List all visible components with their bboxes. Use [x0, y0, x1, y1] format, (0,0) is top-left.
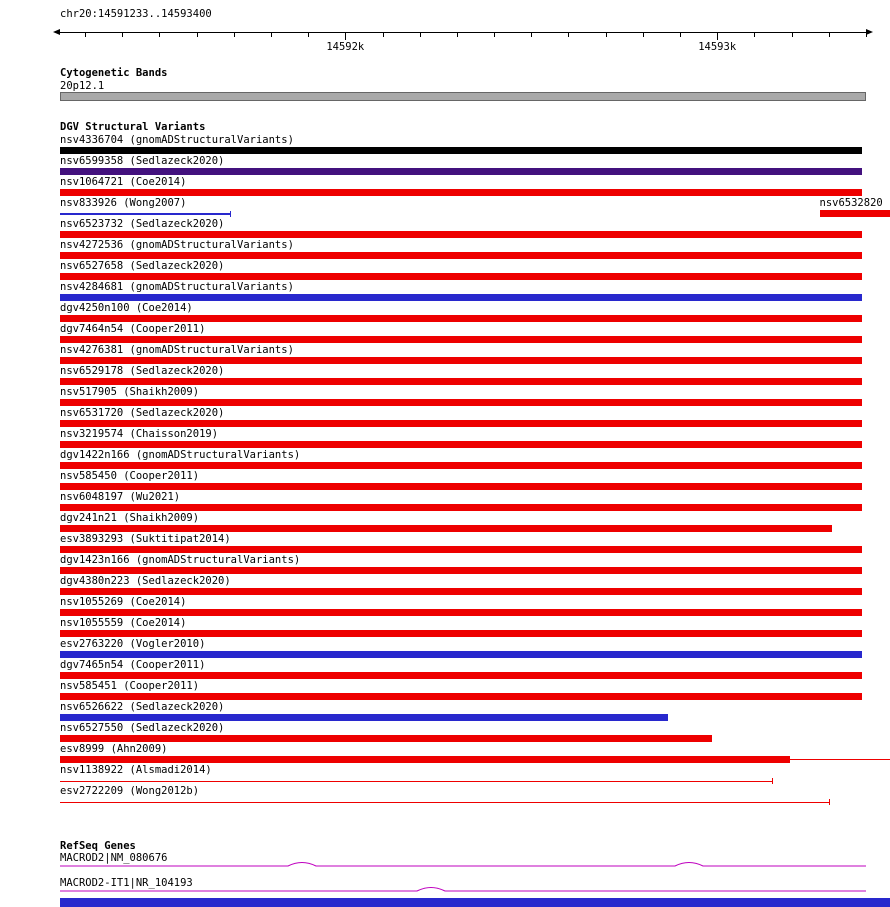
ruler-ticks	[60, 33, 866, 55]
variant-label: nsv4336704 (gnomADStructuralVariants)	[60, 134, 294, 146]
gene-label: MACROD2-IT1|NR_104193	[60, 877, 193, 889]
variant-bar[interactable]	[60, 588, 862, 595]
ruler-minor-tick	[234, 33, 235, 37]
variant-label: nsv6048197 (Wu2021)	[60, 491, 181, 503]
variant-bar[interactable]	[60, 378, 862, 385]
variant-label: nsv3219574 (Chaisson2019)	[60, 428, 219, 440]
variant-label: nsv4276381 (gnomADStructuralVariants)	[60, 344, 294, 356]
variant-line[interactable]	[60, 802, 830, 803]
ruler-minor-tick	[531, 33, 532, 37]
variant-label: nsv1138922 (Alsmadi2014)	[60, 764, 212, 776]
variant-bar[interactable]	[60, 147, 862, 154]
variant-bar[interactable]	[820, 210, 890, 217]
variant-bar[interactable]	[60, 336, 862, 343]
refseq-genes-track	[60, 852, 890, 902]
ruler-left-arrow-icon	[53, 29, 60, 35]
variant-label: nsv517905 (Shaikh2009)	[60, 386, 200, 398]
variant-label: dgv7465n54 (Cooper2011)	[60, 659, 206, 671]
variant-label: nsv585451 (Cooper2011)	[60, 680, 200, 692]
variant-label: nsv6529178 (Sedlazeck2020)	[60, 365, 225, 377]
ruler-minor-tick	[85, 33, 86, 37]
variant-label: nsv4272536 (gnomADStructuralVariants)	[60, 239, 294, 251]
ruler-minor-tick	[271, 33, 272, 37]
variant-bar[interactable]	[60, 168, 862, 175]
variant-bar[interactable]	[60, 294, 862, 301]
ruler-minor-tick	[494, 33, 495, 37]
variant-bar[interactable]	[60, 567, 862, 574]
variant-label: nsv6599358 (Sedlazeck2020)	[60, 155, 225, 167]
variant-label: nsv6526622 (Sedlazeck2020)	[60, 701, 225, 713]
variant-bar[interactable]	[60, 189, 862, 196]
ruler-minor-tick	[383, 33, 384, 37]
ruler-minor-tick	[197, 33, 198, 37]
variant-bar[interactable]	[60, 693, 862, 700]
ruler-minor-tick	[122, 33, 123, 37]
variant-line[interactable]	[60, 213, 231, 215]
variant-label: esv3893293 (Suktitipat2014)	[60, 533, 231, 545]
cytogenetic-bands-header: Cytogenetic Bands	[60, 67, 168, 79]
ruler-minor-tick	[866, 33, 867, 37]
variant-bar[interactable]	[60, 546, 862, 553]
ruler-major-tick	[345, 33, 346, 40]
ruler-right-arrow-icon	[866, 29, 873, 35]
variant-label: esv2722209 (Wong2012b)	[60, 785, 200, 797]
variant-bar[interactable]	[60, 483, 862, 490]
ruler-minor-tick	[457, 33, 458, 37]
variant-label: nsv6527550 (Sedlazeck2020)	[60, 722, 225, 734]
variant-end-tick	[230, 211, 231, 217]
variant-bar[interactable]	[60, 315, 862, 322]
variant-label: nsv6531720 (Sedlazeck2020)	[60, 407, 225, 419]
dgv-structural-variants-header: DGV Structural Variants	[60, 121, 206, 133]
variant-label: dgv241n21 (Shaikh2009)	[60, 512, 200, 524]
ruler-minor-tick	[680, 33, 681, 37]
variant-bar[interactable]	[60, 651, 862, 658]
variant-bar[interactable]	[60, 609, 862, 616]
variant-label: nsv1055269 (Coe2014)	[60, 596, 187, 608]
gene-structure-line[interactable]	[60, 857, 866, 867]
variant-bar[interactable]	[60, 462, 862, 469]
variant-label: nsv6532820	[819, 197, 883, 209]
variant-label: esv8999 (Ahn2009)	[60, 743, 168, 755]
gene-exon-bar[interactable]	[60, 898, 890, 907]
dgv-structural-variants-track	[60, 134, 890, 806]
variant-bar[interactable]	[60, 231, 862, 238]
variant-bar[interactable]	[60, 399, 862, 406]
variant-end-tick	[829, 799, 830, 805]
cytoband-label: 20p12.1	[60, 80, 105, 92]
variant-label: nsv6523732 (Sedlazeck2020)	[60, 218, 225, 230]
variant-label: dgv7464n54 (Cooper2011)	[60, 323, 206, 335]
variant-label: nsv4284681 (gnomADStructuralVariants)	[60, 281, 294, 293]
ruler-minor-tick	[159, 33, 160, 37]
ruler-minor-tick	[643, 33, 644, 37]
variant-bar[interactable]	[60, 525, 832, 532]
ruler-minor-tick	[420, 33, 421, 37]
variant-label: nsv1064721 (Coe2014)	[60, 176, 187, 188]
ruler-minor-tick	[792, 33, 793, 37]
variant-bar[interactable]	[60, 735, 712, 742]
ruler-tick-label: 14593k	[698, 41, 737, 53]
ruler-minor-tick	[829, 33, 830, 37]
variant-bar[interactable]	[60, 357, 862, 364]
variant-label: nsv6527658 (Sedlazeck2020)	[60, 260, 225, 272]
variant-label: nsv585450 (Cooper2011)	[60, 470, 200, 482]
variant-line[interactable]	[60, 781, 773, 782]
variant-bar[interactable]	[60, 252, 862, 259]
variant-label: dgv1422n166 (gnomADStructuralVariants)	[60, 449, 301, 461]
variant-bar[interactable]	[60, 441, 862, 448]
ruler-minor-tick	[308, 33, 309, 37]
variant-bar[interactable]	[60, 672, 862, 679]
variant-label: dgv4380n223 (Sedlazeck2020)	[60, 575, 231, 587]
variant-end-tick	[772, 778, 773, 784]
variant-label: esv2763220 (Vogler2010)	[60, 638, 206, 650]
ruler-minor-tick	[568, 33, 569, 37]
variant-bar[interactable]	[60, 714, 668, 721]
ruler-minor-tick	[606, 33, 607, 37]
variant-bar[interactable]	[60, 630, 862, 637]
region-label: chr20:14591233..14593400	[60, 8, 212, 20]
gene-label: MACROD2|NM_080676	[60, 852, 168, 864]
variant-label: dgv4250n100 (Coe2014)	[60, 302, 193, 314]
ruler-tick-label: 14592k	[326, 41, 365, 53]
variant-label: nsv1055559 (Coe2014)	[60, 617, 187, 629]
variant-extension-line[interactable]	[790, 759, 890, 760]
gene-structure-line[interactable]	[60, 882, 866, 892]
variant-bar[interactable]	[60, 504, 862, 511]
variant-label: dgv1423n166 (gnomADStructuralVariants)	[60, 554, 301, 566]
variant-bar[interactable]	[60, 756, 790, 763]
variant-label: nsv833926 (Wong2007)	[60, 197, 187, 209]
variant-bar[interactable]	[60, 420, 862, 427]
refseq-genes-header: RefSeq Genes	[60, 840, 136, 852]
variant-bar[interactable]	[60, 273, 862, 280]
cytoband-bar[interactable]	[60, 92, 866, 101]
ruler-minor-tick	[754, 33, 755, 37]
ruler-major-tick	[717, 33, 718, 40]
